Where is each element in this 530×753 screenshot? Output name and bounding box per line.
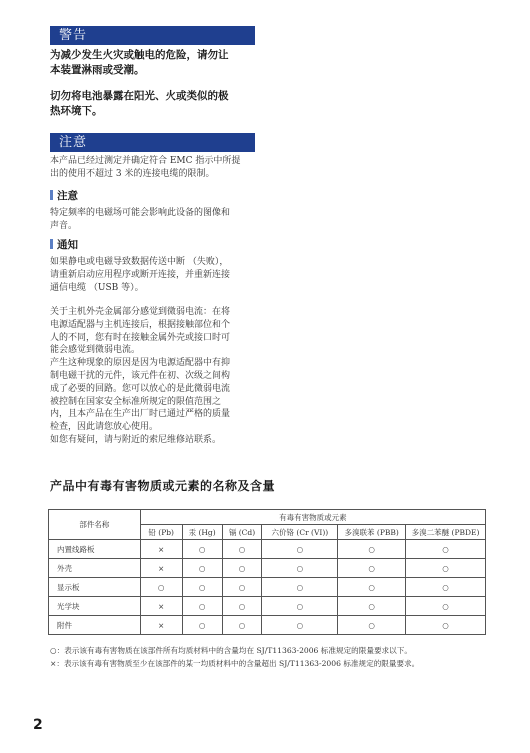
table-row [49,559,486,578]
text-line: 本产品已经过测定并确定符合 EMC 指示中所提 [50,156,241,166]
column-header: 多溴二苯醚 (PBDE) [406,525,486,540]
notification-heading [50,238,78,252]
table-cell: ○ [338,578,406,597]
warning-title: 警告 [59,28,88,43]
text-line: 制电磁干扰的元件，该元件在初、次级之间构 [50,370,231,381]
table-cell: ○ [182,540,222,559]
text-line: 关于主机外壳金属部分感觉到微弱电流：在将 [50,307,231,317]
text-line: 检查，因此请您放心使用。 [50,422,159,433]
table-cell: ○ [262,597,338,616]
table-cell: ○ [338,616,406,635]
table-row [49,540,486,559]
text-line: 内，且本产品在生产出厂时已通过严格的质量 [50,409,231,420]
table-note-cross: ×：表示该有毒有害物质至少在该部件的某一均质材料中的含量超出 SJ/T11363-2006 标准规定的限量要求。 [50,659,420,668]
table-row [49,597,486,616]
table-cell: ○ [182,616,222,635]
table-cell: × [140,616,182,635]
table-cell: ○ [406,559,486,578]
table-cell: × [140,559,182,578]
text-line: 被控制在国家安全标准所规定的限值范围之 [50,396,222,407]
table-cell: ○ [406,616,486,635]
caution-heading [50,189,78,203]
table-cell: ○ [338,597,406,616]
text-line: 热环境下。 [50,104,103,117]
column-header: 汞 (Hg) [182,525,222,540]
table-cell: × [140,597,182,616]
text-line: 出的使用不超过 3 米的连接电缆的限制。 [50,168,215,179]
table-cell: ○ [182,597,222,616]
caution-heading-text: 注意 [57,190,78,202]
part-name-cell: 内置线路板 [49,540,141,559]
notice-banner [50,133,255,152]
text-line: 通信电缆 （USB 等）。 [50,282,144,293]
emc-paragraph [50,155,262,181]
text-line: 声音。 [50,220,78,231]
text-line: 人的不同，您有时在接触金属外壳或接口时可 [50,332,231,343]
table-cell: ○ [406,540,486,559]
hazard-section-title: 产品中有毒有害物质或元素的名称及含量 [50,479,276,493]
text-line: 成了必要的回路。您可以放心的是此微弱电流 [50,383,231,394]
table-cell: ○ [222,597,262,616]
text-line: 电源适配器与主机连接后，根据接触部位和个 [50,319,231,330]
table-cell: ○ [406,578,486,597]
part-name-cell: 显示板 [49,578,141,597]
table-cell: ○ [338,540,406,559]
text-line: 如果静电或电磁导致数据传送中断 （失败）， [50,257,229,267]
table-cell: × [140,540,182,559]
text-line: 请重新启动应用程序或断开连接，并重新连接 [50,269,231,280]
table-cell: ○ [222,540,262,559]
text-line: 如您有疑问，请与附近的索尼维修站联系。 [50,434,222,445]
text-line: 本装置淋雨或受潮。 [50,63,145,76]
table-cell: ○ [140,578,182,597]
text-line: 特定频率的电磁场可能会影响此设备的图像和 [50,208,231,218]
table-cell: ○ [222,616,262,635]
table-cell: ○ [262,559,338,578]
table-cell: ○ [262,540,338,559]
table-cell: ○ [262,578,338,597]
warning-text-1 [50,48,262,77]
text-line: 产生这种现象的原因是因为电源适配器中有抑 [50,358,231,369]
metal-current-paragraph [50,306,262,447]
warning-banner [50,26,255,45]
column-header: 多溴联苯 (PBB) [338,525,406,540]
heading-bar [50,239,53,249]
table-cell: ○ [222,578,262,597]
table-row [49,578,486,597]
text-line: 为减少发生火灾或触电的危险，请勿让 [50,49,229,61]
part-name-cell: 外壳 [49,559,141,578]
part-name-header: 部件名称 [49,510,141,540]
part-name-cell: 光学块 [49,597,141,616]
part-name-cell: 附件 [49,616,141,635]
warning-text-2 [50,89,262,118]
column-header: 六价铬 (Cr (VI)) [262,525,338,540]
table-cell: ○ [182,578,222,597]
table-cell: ○ [262,616,338,635]
caution-paragraph [50,207,262,233]
notification-heading-text: 通知 [57,239,78,251]
page-number: 2 [33,717,43,733]
table-cell: ○ [338,559,406,578]
table-note-circle: ○：表示该有毒有害物质在该部件所有均质材料中的含量均在 SJ/T11363-2006 标准规定的限量要求以下。 [50,646,412,655]
text-line: 能会感觉到微弱电流。 [50,345,141,356]
substance-group-header: 有毒有害物质或元素 [140,510,485,525]
notification-paragraph [50,256,262,294]
column-header: 铅 (Pb) [140,525,182,540]
table-cell: ○ [406,597,486,616]
text-line: 切勿将电池暴露在阳光、火或类似的极 [50,90,229,102]
column-header: 镉 (Cd) [222,525,262,540]
notice-title: 注意 [59,135,88,150]
hazard-table [48,509,486,635]
table-cell: ○ [222,559,262,578]
table-row [49,616,486,635]
heading-bar [50,190,53,200]
table-cell: ○ [182,559,222,578]
